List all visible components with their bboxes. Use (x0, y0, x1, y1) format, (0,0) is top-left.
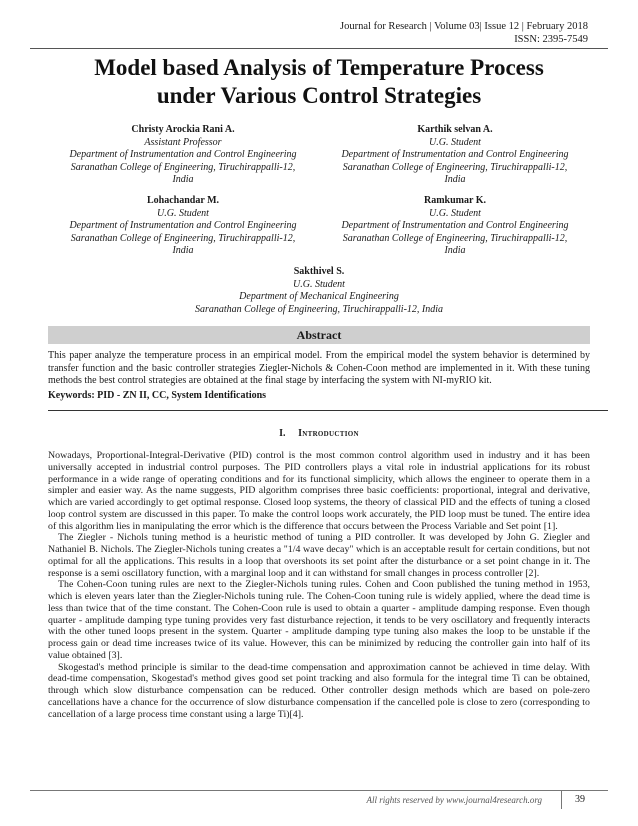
paragraph: The Ziegler - Nichols tuning method is a heuristic method of tuning a PID controller. It was developed by John G. Ziegler and Nathaniel B. Nichols. The Ziegler-Nichols tuning creates a "1/4 wave decay" which is an acceptable result for certain conditions, but not optimal for all the applications. This results in a loop that overshoots its set point after the disturbance or a set point change in it. The response is a semi oscillatory function, with a marginal loop and it can withstand for small changes in process controller [2]. (48, 532, 590, 579)
paragraph: Skogestad's method principle is similar to the dead-time compensation and approximation cannot be achieved in time delay. With dead-time compensation, Skogestad's method gives good set point tracking and also formula for the integral time Ti can be obtained, through which slow disturbance compensation can be reduced. Other controller design methods which are based on pole-zero cancellations have a chance for the occurrence of slow disturbance compensation if the cancelled pole is close to zero (corresponding to cancellation of a large process time constant using a large Ti)[4]. (48, 661, 590, 720)
author-name: Sakthivel S. (293, 266, 345, 277)
paragraph: The Cohen-Coon tuning rules are next to the Ziegler-Nichols tuning rules. Cohen and Coon published the tuning method in 1953, which is eleven years later than the Ziegler-Nichols tuning rule. The Cohen-Coon tuning rule is widely applied, where the dead time is less than twice that of the time constant. The Cohen-Coon rule is used to obtain a quarter - amplitude damping response. Even though quarter - amplitude damping type tuning provides very fast disturbance rejection, it tends to be very oscillatory and frequently interacts with the other tuned loops present in the system. Quarter - amplitude damping type tuning also makes the loop to be unstable if the process gain or dead time increases twice of its value. However, this can be minimized by reducing the controller gain into half of its value obtained [3]. (48, 579, 590, 661)
journal-header (340, 20, 588, 46)
author-dept: Department of Instrumentation and Control Engineering (341, 220, 569, 231)
author-role: Assistant Professor (144, 136, 222, 148)
footer-rule (30, 790, 608, 791)
author-block-3 (48, 195, 318, 258)
keywords-rule (48, 410, 608, 411)
author-block-5 (119, 266, 519, 316)
author-dept: Department of Mechanical Engineering (239, 291, 399, 302)
issn: ISSN: 2395-7549 (514, 34, 588, 45)
author-country: India (172, 174, 194, 185)
section-number: I. (279, 428, 286, 439)
journal-info: Journal for Research | Volume 03| Issue 12 | February 2018 (340, 21, 588, 32)
author-name: Lohachandar M. (146, 195, 220, 206)
author-dept: Department of Instrumentation and Control Engineering (69, 220, 297, 231)
page-number: 39 (561, 791, 598, 809)
author-block-2 (320, 124, 590, 187)
author-block-4 (320, 195, 590, 258)
author-college: Saranathan College of Engineering, Tiruchirappalli-12, India (194, 303, 444, 315)
author-role: U.G. Student (429, 207, 481, 219)
author-dept: Department of Instrumentation and Control Engineering (69, 149, 297, 160)
author-country: India (444, 245, 466, 256)
footer-rights: All rights reserved by www.journal4research.org (366, 795, 542, 805)
section-heading (0, 428, 638, 439)
author-role: U.G. Student (157, 207, 209, 219)
author-college: Saranathan College of Engineering, Tiruchirappalli-12, (70, 161, 296, 173)
introduction-body (48, 450, 590, 720)
keywords: Keywords: PID - ZN II, CC, System Identifications (48, 390, 267, 401)
author-country: India (172, 245, 194, 256)
author-name: Christy Arockia Rani A. (131, 124, 235, 135)
paper-title (20, 54, 618, 110)
abstract-heading: Abstract (48, 326, 590, 344)
title-line-1: Model based Analysis of Temperature Process (94, 55, 544, 80)
author-country: India (444, 174, 466, 185)
abstract-text: This paper analyze the temperature process in an empirical model. From the empirical model the system behavior is determined by transfer function and the basic controller strategies Ziegler-Nichols & Cohen-Coon method are implemented in it. With these tuning methods the best control strategies are obtained at the final stage by interfacing the system with NI-myRIO kit. (48, 350, 590, 387)
section-title: Introduction (298, 428, 359, 439)
author-name: Ramkumar K. (423, 195, 487, 206)
header-rule (30, 48, 608, 49)
author-college: Saranathan College of Engineering, Tiruchirappalli-12, (342, 161, 568, 173)
author-name: Karthik selvan A. (417, 124, 493, 135)
title-line-2: under Various Control Strategies (156, 83, 482, 108)
author-role: U.G. Student (429, 136, 481, 148)
author-role: U.G. Student (293, 278, 345, 290)
author-college: Saranathan College of Engineering, Tiruchirappalli-12, (342, 232, 568, 244)
paragraph: Nowadays, Proportional-Integral-Derivative (PID) control is the most common control algorithm used in industry and it has been universally accepted in industrial control purposes. The PID controllers plays a vital role in industrial applications for its robust performance in a wide range of operating conditions and for its functional simplicity, which allows the engineer to operate them in a simpler and easier way. As the name suggests, PID algorithm comprises three basic coefficients: proportional, integral and derivative, which are varied accordingly to get optimal response. Closed loop systems, the theory of classical PID and the effects of tuning a closed loop control system are discussed in this paper. To make the control loops work accurately, the PID loop must be tuned. The entire idea of this algorithm lies in manipulating the error which is the difference that occurs between the Process Variable and Set point [1]. (48, 450, 590, 532)
author-dept: Department of Instrumentation and Control Engineering (341, 149, 569, 160)
author-block-1 (48, 124, 318, 187)
author-college: Saranathan College of Engineering, Tiruchirappalli-12, (70, 232, 296, 244)
